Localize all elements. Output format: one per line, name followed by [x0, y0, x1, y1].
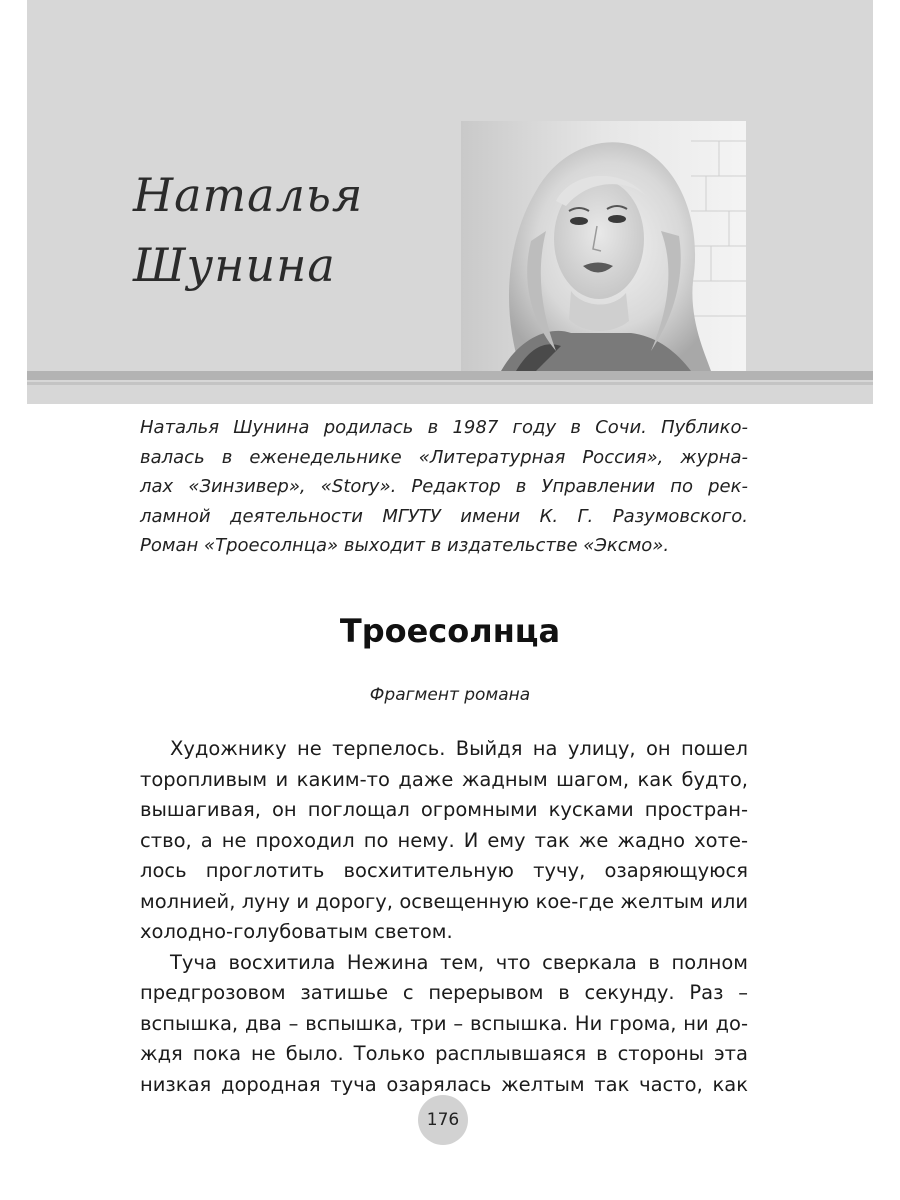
text-line: холодно-голубоватым светом.	[140, 920, 453, 943]
header-divider	[27, 371, 873, 380]
text-line: лось проглотить восхитительную тучу, озаряющуюся	[140, 859, 748, 882]
bio-line: Роман «Троесолнца» выходит в издательстве «Эксмо».	[140, 535, 670, 556]
author-portrait	[461, 121, 746, 371]
text-line: вышагивая, он поглощал огромными кусками простран-	[140, 798, 748, 821]
work-title: Троесолнца	[339, 612, 561, 650]
text-line: предгрозовом затишье с перерывом в секунду. Раз –	[140, 981, 748, 1004]
text-line: ство, а не проходил по нему. И ему так же жадно хоте-	[140, 828, 748, 852]
author-first-name: Наталья	[133, 168, 364, 222]
work-subtitle: Фрагмент романа	[369, 685, 531, 705]
text-line: торопливым и каким-то даже жадным шагом, как будто,	[140, 767, 748, 791]
bio-line: лах «Зинзивер», «Story». Редактор в Управлении по рек-	[140, 476, 748, 497]
bio-line: ламной деятельности МГУТУ имени К. Г. Разумовского.	[140, 505, 748, 527]
bio-line: валась в еженедельнике «Литературная Россия», журна-	[140, 446, 748, 468]
text-line: вспышка, два – вспышка, три – вспышка. Ни грома, ни до-	[140, 1011, 748, 1035]
text-line: ждя пока не было. Только расплывшаяся в стороны эта	[140, 1042, 748, 1065]
text-line: низкая дородная туча озарялась желтым так часто, как	[140, 1072, 748, 1096]
novel-excerpt	[140, 734, 748, 1100]
text-line: молнией, луну и дорогу, освещенную кое-где желтым или	[140, 889, 748, 913]
portrait-image	[461, 121, 746, 371]
author-bio	[140, 413, 748, 561]
text-line: Туча восхитила Нежина тем, что сверкала в полном	[170, 950, 748, 974]
page-number: 176	[418, 1095, 468, 1145]
text-line: Художнику не терпелось. Выйдя на улицу, он пошел	[170, 737, 748, 760]
header-divider-thin	[27, 382, 873, 385]
bio-line: Наталья Шунина родилась в 1987 году в Сочи. Публико-	[140, 417, 748, 438]
author-last-name: Шунина	[133, 238, 336, 292]
